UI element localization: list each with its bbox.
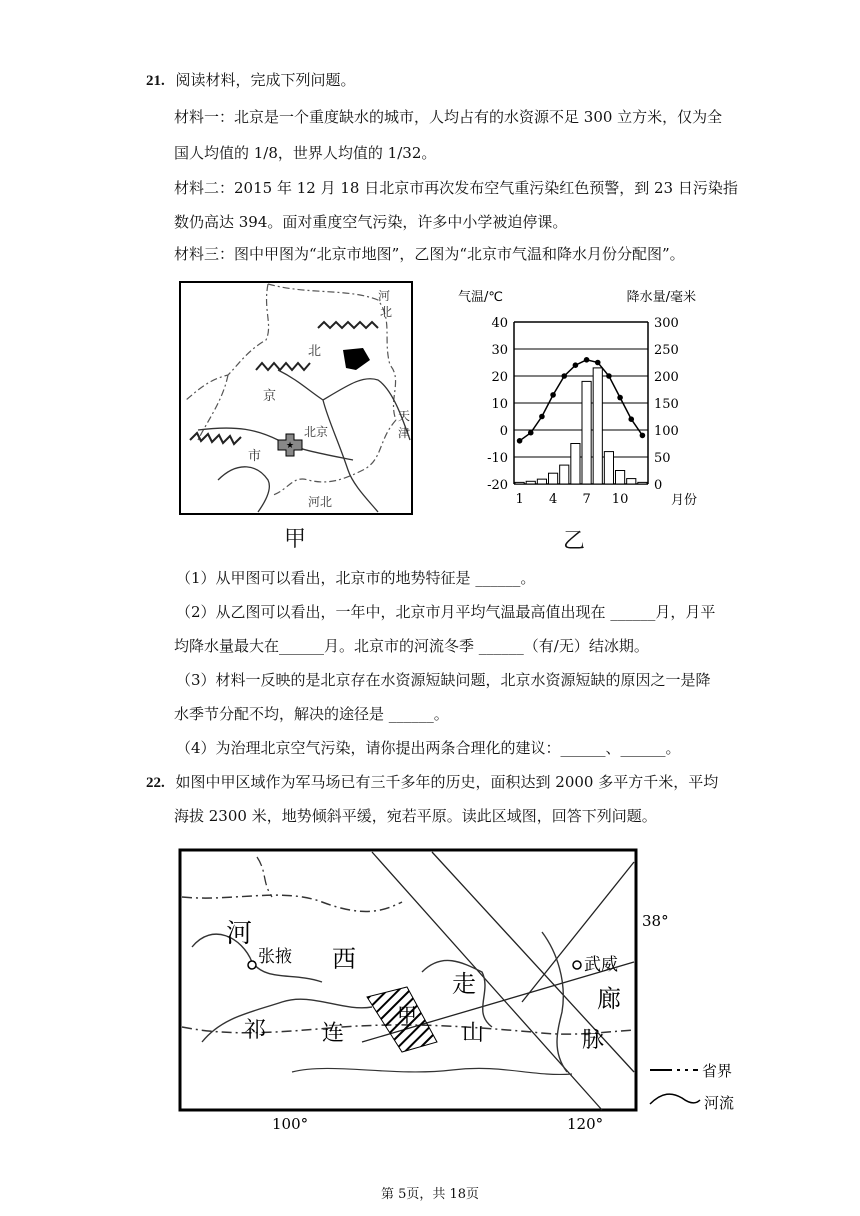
temperature-point xyxy=(561,373,567,379)
longitude-120: 120° xyxy=(567,1115,604,1132)
sub-question-3-line-2: 水季节分配不均，解决的途径是 ______。 xyxy=(174,705,449,723)
x-axis-title: 月份 xyxy=(670,493,697,508)
temperature-point xyxy=(573,362,579,368)
precipitation-bar xyxy=(526,481,535,484)
question-21-header xyxy=(146,70,356,91)
right-tick-label: 250 xyxy=(654,343,679,358)
map-label-shan: 山 xyxy=(462,1021,485,1046)
question-number: 21. xyxy=(146,73,165,89)
left-tick-label: 40 xyxy=(491,316,508,331)
temperature-point xyxy=(528,430,534,436)
map-label-jin: 津 xyxy=(398,426,411,440)
material-1-line-2: 国人均值的 1/8，世界人均值的 1/32。 xyxy=(174,144,437,162)
right-tick-label: 100 xyxy=(654,424,679,439)
map-label-zou: 走 xyxy=(452,970,476,998)
precipitation-bar xyxy=(593,368,602,484)
x-tick-label: 4 xyxy=(548,492,558,507)
hexi-corridor-map xyxy=(172,842,752,1132)
precipitation-bar xyxy=(638,482,647,484)
beijing-map xyxy=(178,280,414,516)
precipitation-bar xyxy=(616,471,625,485)
temperature-point xyxy=(539,414,545,420)
map-label-zhangye: 张掖 xyxy=(258,947,292,967)
x-tick-label: 10 xyxy=(611,492,629,507)
map-label-tian: 天 xyxy=(398,409,411,423)
sub-question-1: （1）从甲图可以看出，北京市的地势特征是 ______。 xyxy=(176,569,536,587)
precipitation-bar xyxy=(560,465,569,484)
x-tick-label: 1 xyxy=(515,492,524,507)
caption-jia: 甲 xyxy=(284,527,307,552)
precipitation-bar xyxy=(571,444,580,485)
precipitation-bar xyxy=(515,482,524,484)
temperature-point xyxy=(550,392,556,398)
precipitation-bar xyxy=(549,473,558,484)
precipitation-bar xyxy=(582,381,591,484)
map-label-shi: 市 xyxy=(248,449,262,464)
right-tick-label: 0 xyxy=(654,478,663,493)
map-label-mai: 脉 xyxy=(582,1028,605,1053)
left-tick-label: -20 xyxy=(487,478,508,493)
question-title: 阅读材料，完成下列问题。 xyxy=(175,71,356,89)
question-22-line-2: 海拔 2300 米，地势倾斜平缓，宛若平原。读此区域图，回答下列问题。 xyxy=(174,807,657,825)
right-tick-label: 50 xyxy=(654,451,671,466)
precipitation-bar xyxy=(537,479,546,484)
latitude-38: 38° xyxy=(642,912,669,930)
temperature-point xyxy=(517,438,523,444)
left-tick-label: 30 xyxy=(491,343,508,358)
material-2-line-1: 材料二：2015 年 12 月 18 日北京市再次发布空气重污染红色预警，到 23 日污染指 xyxy=(174,179,738,197)
map-label-lang: 廊 xyxy=(597,985,621,1013)
right-tick-label: 150 xyxy=(654,397,679,412)
right-tick-label: 300 xyxy=(654,316,679,331)
map-label-jing: 京 xyxy=(263,389,277,404)
map-label-bei: 北 xyxy=(308,344,322,359)
map-label-jia: 甲 xyxy=(397,1003,417,1027)
temperature-point xyxy=(640,433,646,439)
temperature-point xyxy=(606,373,612,379)
right-axis-title: 降水量/毫米 xyxy=(626,290,696,305)
question-number: 22. xyxy=(146,775,165,791)
svg-text:★: ★ xyxy=(285,441,295,451)
map-label-xi: 西 xyxy=(332,945,356,973)
map-label-wuwei: 武威 xyxy=(584,955,618,975)
map-label-qi: 祁 xyxy=(244,1018,267,1043)
material-1-line-1: 材料一：北京是一个重度缺水的城市，人均占有的水资源不足 300 立方米，仅为全 xyxy=(174,108,723,126)
precipitation-bar xyxy=(627,479,636,484)
page-footer: 第 5页，共 18页 xyxy=(380,1187,480,1202)
temperature-line xyxy=(520,360,643,441)
temperature-point xyxy=(628,416,634,422)
temperature-point xyxy=(584,357,590,363)
sub-question-2-line-1: （2）从乙图可以看出，一年中，北京市月平均气温最高值出现在 ______月，月平 xyxy=(176,603,716,621)
right-tick-label: 200 xyxy=(654,370,679,385)
sub-question-2-line-2: 均降水量最大在______月。北京市的河流冬季 ______（有/无）结冰期。 xyxy=(174,637,649,655)
question-22-text-1: 如图中甲区域作为军马场已有三千多年的历史，面积达到 2000 多平方千米，平均 xyxy=(175,773,719,791)
temperature-point xyxy=(617,395,623,401)
map-label-hebei-bottom: 河北 xyxy=(308,495,333,509)
legend-border-label: 省界 xyxy=(702,1062,733,1080)
left-tick-label: 20 xyxy=(491,370,508,385)
sub-question-3-line-1: （3）材料一反映的是北京存在水资源短缺问题，北京水资源短缺的原因之一是降 xyxy=(176,671,711,689)
map-label-beijing-city: 北京 xyxy=(304,425,329,439)
climate-chart xyxy=(452,285,702,515)
longitude-100: 100° xyxy=(272,1115,309,1132)
material-2-line-2: 数仍高达 394。面对重度空气污染，许多中小学被迫停课。 xyxy=(174,213,568,231)
caption-yi: 乙 xyxy=(563,529,586,554)
left-tick-label: 10 xyxy=(491,397,508,412)
map-label-hebei-top-2: 北 xyxy=(380,305,393,319)
temperature-point xyxy=(595,360,601,366)
map-label-he: 河 xyxy=(226,919,253,949)
map-label-lian: 连 xyxy=(322,1021,345,1046)
precipitation-bar xyxy=(604,452,613,484)
map-label-hebei-top-1: 河 xyxy=(378,289,391,303)
x-tick-label: 7 xyxy=(582,492,591,507)
sub-question-4: （4）为治理北京空气污染，请你提出两条合理化的建议：______、______。 xyxy=(176,739,681,757)
material-3: 材料三：图中甲图为“北京市地图”，乙图为“北京市气温和降水月份分配图”。 xyxy=(174,245,685,263)
left-tick-label: -10 xyxy=(487,451,508,466)
left-axis-title: 气温/℃ xyxy=(458,290,503,305)
legend-river-label: 河流 xyxy=(704,1094,735,1112)
question-22-line-1 xyxy=(146,772,718,793)
left-tick-label: 0 xyxy=(499,424,508,439)
